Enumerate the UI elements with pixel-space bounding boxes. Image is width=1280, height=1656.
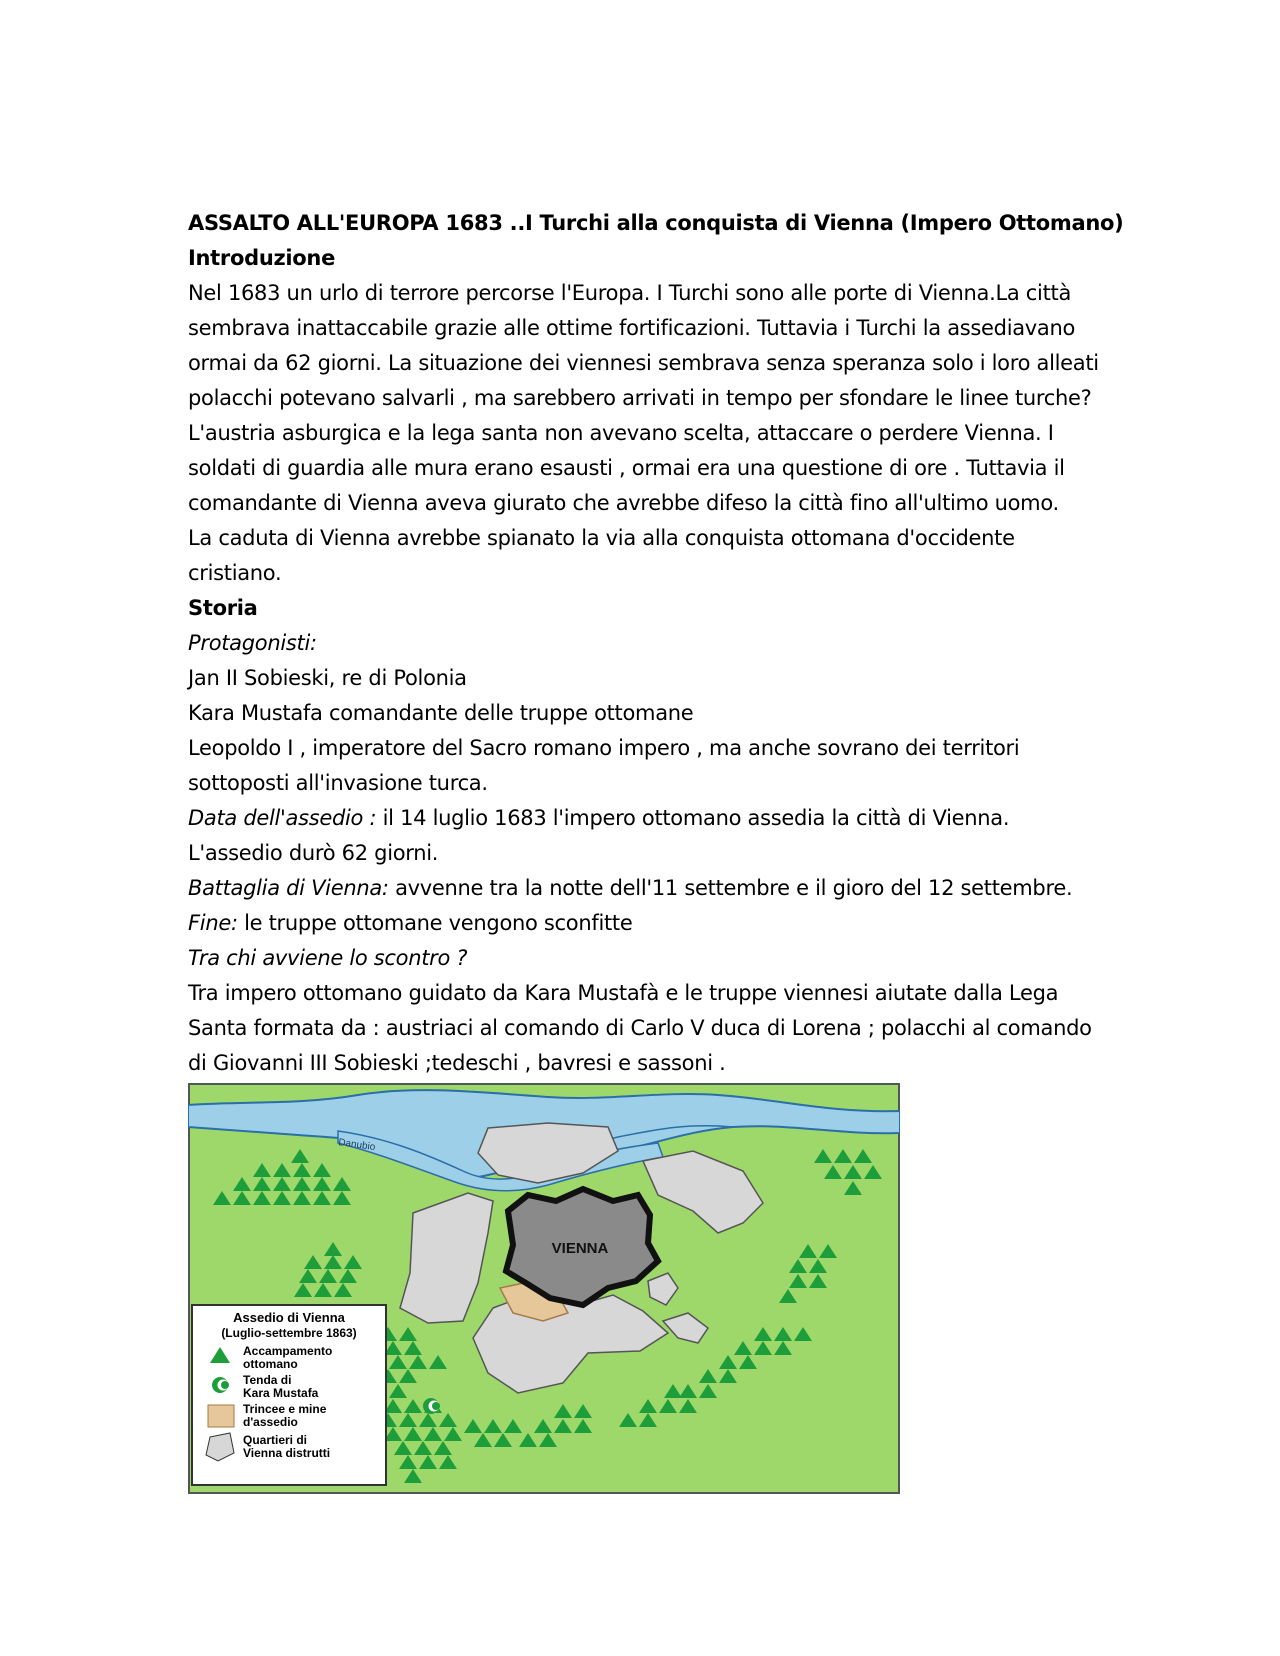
intro-line: comandante di Vienna aveva giurato che avrebbe difeso la città fino all'ultimo uomo.: [188, 491, 1059, 515]
fine-label: Fine:: [188, 911, 238, 935]
legend-title-1: Assedio di Vienna: [233, 1310, 345, 1325]
intro-line: La caduta di Vienna avrebbe spianato la via alla conquista ottomana d'occidente: [188, 526, 1015, 550]
intro-line: L'austria asburgica e la lega santa non avevano scelta, attaccare o perdere Vienna. I: [188, 421, 1054, 445]
legend-item4-1: Quartieri di: [243, 1433, 308, 1447]
legend-item4-2: Vienna distrutti: [243, 1446, 331, 1460]
battaglia-text: avvenne tra la notte dell'11 settembre e il gioro del 12 settembre.: [388, 876, 1073, 900]
legend-item2-2: Kara Mustafa: [243, 1386, 319, 1400]
intro-line: soldati di guardia alle mura erano esausti , ormai era una questione di ore . Tuttavia il: [188, 456, 1065, 480]
protagonista-line: Jan II Sobieski, re di Polonia: [188, 666, 467, 690]
legend-item3-1: Trincee e mine: [243, 1402, 327, 1416]
durata-line: L'assedio durò 62 giorni.: [188, 841, 439, 865]
protagonisti-label: Protagonisti:: [188, 631, 317, 655]
crescent-inner: [432, 1402, 440, 1410]
siege-map: [188, 1083, 900, 1494]
legend-title-2: (Luglio-settembre 1863): [221, 1326, 357, 1340]
document-body: [188, 206, 1124, 1081]
intro-line: cristiano.: [188, 561, 282, 585]
data-assedio-label: Data dell'assedio :: [188, 806, 377, 830]
legend-item1-1: Accampamento: [243, 1344, 333, 1358]
map-legend: [192, 1305, 386, 1485]
fine-line: [188, 906, 1108, 941]
battaglia-label: Battaglia di Vienna:: [188, 876, 389, 900]
legend-trench-icon: [208, 1405, 234, 1427]
data-assedio-line: [188, 801, 1108, 836]
scontro-line: di Giovanni III Sobieski ;tedeschi , bavresi e sassoni .: [188, 1051, 726, 1075]
fine-text: le truppe ottomane vengono sconfitte: [237, 911, 633, 935]
intro-heading: Introduzione: [188, 246, 336, 270]
scontro-question: Tra chi avviene lo scontro ?: [188, 946, 468, 970]
city-label: VIENNA: [551, 1240, 609, 1257]
legend-item3-2: d'assedio: [243, 1415, 298, 1429]
intro-line: ormai da 62 giorni. La situazione dei viennesi sembrava senza speranza solo i loro alleati: [188, 351, 1099, 375]
storia-heading: Storia: [188, 596, 258, 620]
battaglia-line: [188, 871, 1108, 906]
protagonista-line: Leopoldo I , imperatore del Sacro romano impero , ma anche sovrano dei territori: [188, 736, 1020, 760]
data-assedio-text: il 14 luglio 1683 l'impero ottomano assedia la città di Vienna.: [376, 806, 1010, 830]
intro-line: sembrava inattaccabile grazie alle ottime fortificazioni. Tuttavia i Turchi la assediavano: [188, 316, 1076, 340]
legend-item1-2: ottomano: [243, 1357, 298, 1371]
intro-line: polacchi potevano salvarli , ma sarebbero arrivati in tempo per sfondare le linee turche?: [188, 386, 1092, 410]
scontro-line: Santa formata da : austriaci al comando di Carlo V duca di Lorena ; polacchi al comando: [188, 1016, 1092, 1040]
legend-item2-1: Tenda di: [243, 1373, 292, 1387]
document-title: ASSALTO ALL'EUROPA 1683 ..I Turchi alla conquista di Vienna (Impero Ottomano): [188, 211, 1124, 235]
protagonista-line: sottoposti all'invasione turca.: [188, 771, 488, 795]
intro-line: Nel 1683 un urlo di terrore percorse l'Europa. I Turchi sono alle porte di Vienna.La città: [188, 281, 1072, 305]
protagonista-line: Kara Mustafa comandante delle truppe ottomane: [188, 701, 694, 725]
river-label: Danubio: [337, 1137, 377, 1154]
scontro-line: Tra impero ottomano guidato da Kara Mustafà e le truppe viennesi aiutate dalla Lega: [188, 981, 1059, 1005]
